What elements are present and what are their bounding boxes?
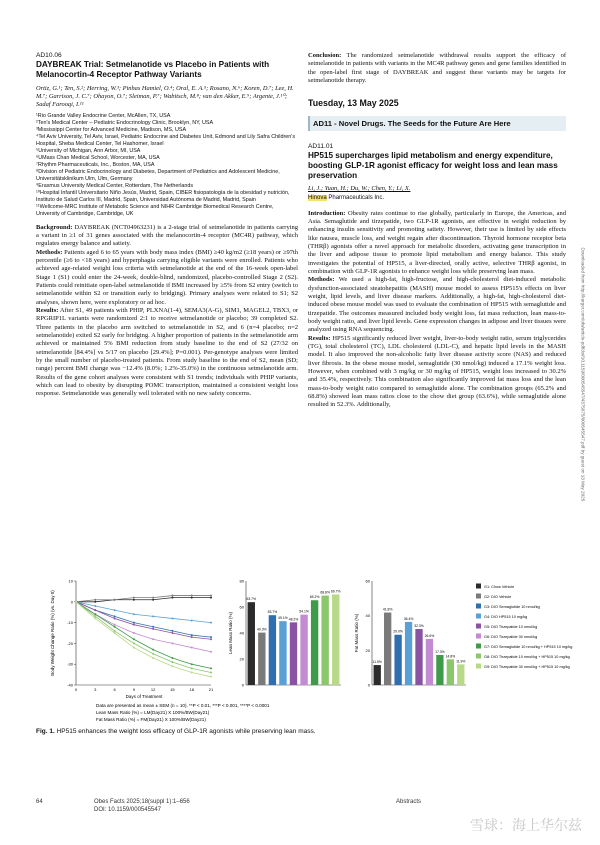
bar — [384, 613, 391, 685]
results-label: Results: — [36, 307, 59, 315]
methods-label: Methods: — [36, 248, 63, 256]
y-tick-label: 20 — [239, 656, 244, 662]
data-point — [171, 595, 173, 597]
legend-label: G9: DIO Tirzepatide 30 nmol/kg + HP515 10 mg/kg — [484, 665, 570, 669]
results-label: Results: — [308, 334, 331, 342]
legend-label: G2: DIO Vehicle — [484, 595, 512, 599]
x-tick-label: 12 — [150, 687, 156, 692]
x-tick-label: 3 — [94, 687, 97, 692]
data-point — [133, 597, 135, 599]
figure-caption — [36, 728, 316, 735]
legend-swatch — [476, 624, 481, 629]
data-point — [171, 630, 173, 632]
data-point — [133, 624, 135, 626]
session-date: Tuesday, 13 May 2025 — [308, 98, 399, 109]
data-point — [171, 665, 173, 667]
data-point — [152, 649, 154, 651]
data-label: 65.2% — [309, 595, 320, 600]
data-point — [191, 663, 193, 665]
conclusion-label: Conclusion: — [308, 52, 342, 59]
data-point — [114, 609, 116, 611]
data-point — [114, 615, 116, 617]
abstract-title: HP515 supercharges lipid metabolism and energy expenditure, boosting GLP-1R agonist efficacy for weight loss and lean mass preservation — [308, 151, 558, 181]
data-point — [171, 642, 173, 644]
bar — [258, 633, 265, 685]
data-point — [133, 638, 135, 640]
affiliation: ⁶UMass Chan Medical School, Worcester, MA, USA — [36, 154, 160, 161]
page-number: 64 — [36, 799, 43, 805]
x-tick-label: 18 — [189, 687, 194, 692]
legend-label: G7: DIO Semaglutide 10 nmol/kg + HP515 10 mg/kg — [484, 645, 573, 649]
data-point — [152, 615, 154, 617]
data-point — [114, 630, 116, 632]
data-label: 11.9% — [456, 659, 466, 664]
right-column — [308, 52, 566, 410]
data-point — [133, 642, 135, 644]
legend-swatch — [476, 634, 481, 639]
data-point — [191, 667, 193, 669]
y-tick-label: -40 — [67, 682, 73, 688]
data-label: 11.5% — [372, 660, 382, 665]
abstract-code: AD11.01 — [308, 143, 334, 151]
data-point — [191, 620, 193, 622]
y-tick-label: 60 — [365, 578, 370, 584]
data-label: 49.1% — [278, 616, 288, 621]
data-point — [152, 638, 154, 640]
data-label: 36.4% — [403, 616, 414, 621]
bar — [300, 615, 307, 685]
figure-note: Fat Mass Ratio (%) = FM(Day21) X 100%/BW(Day21) — [96, 717, 206, 722]
section-name: Abstracts — [396, 799, 422, 805]
data-point — [94, 613, 96, 615]
body-weight-line-chart — [50, 579, 214, 700]
legend-label: G5: DIO Tirzepatide 10 nmol/kg — [484, 625, 538, 629]
data-point — [152, 599, 154, 601]
methods-paragraph — [36, 249, 298, 307]
x-tick-label: 6 — [113, 687, 116, 692]
affiliation: ⁵University of Michigan, Ann Arbor, MI, USA — [36, 147, 141, 154]
intro-paragraph — [308, 210, 566, 277]
y-tick-label: 40 — [365, 613, 370, 619]
doi: DOI: 10.1159/000545547 — [94, 807, 161, 813]
author-list: Ortiz, G.¹; Ten, S.²; Herring, W.³; Pinhas Hamiel, O.⁴; Oral, E. A.⁵; Rosano, N.⁶; Koren, D.⁷; Lee, H. M.⁷; Garrison, J. C.⁷; Ohayon, O.⁷; Sleiman, P.⁷; Wabitsch, M.⁸; van den Akker, E.⁹; Argente, J.¹⁰; Sadaf Farooqi, I.¹¹ — [36, 85, 294, 109]
data-point — [191, 595, 193, 597]
data-point — [94, 601, 96, 603]
y-tick-label: 20 — [365, 647, 370, 653]
y-axis-label: Body Weight Change Ratio (%) (vs. Day 0) — [50, 590, 55, 676]
data-point — [171, 632, 173, 634]
bar — [321, 596, 328, 685]
legend-label: G8: DIO Tirzepatide 10 nmol/kg + HP515 10 mg/kg — [484, 655, 570, 659]
data-label: 17.3% — [435, 650, 445, 655]
legend-label: G3: DIO Semaglutide 10 nmol/kg — [484, 605, 540, 609]
data-point — [210, 595, 212, 597]
data-point — [191, 672, 193, 674]
caption-label: Fig. 1. — [36, 728, 55, 735]
legend-swatch — [476, 654, 481, 659]
background-paragraph — [36, 224, 298, 249]
methods-label: Methods: — [308, 276, 335, 284]
data-point — [191, 597, 193, 599]
data-label: 68.8% — [320, 590, 330, 595]
data-point — [191, 634, 193, 636]
affiliation: ¹⁰Hospital Infantil Universitario Niño Jesús, Madrid, Spain, CIBER fisiopatología de la obesidad y nutrición, Instituto de Salud Carlos III, Madrid, Spain, Universidad Autónoma de Madrid, Madrid, Spain — [36, 189, 290, 203]
abstract-code: AD10.06 — [36, 52, 62, 59]
y-tick-label: 10 — [68, 578, 73, 584]
legend-label: G1: Chow Vehicle — [484, 585, 515, 589]
data-point — [152, 653, 154, 655]
y-tick-label: 60 — [239, 604, 244, 610]
data-point — [171, 661, 173, 663]
data-label: 29.0% — [393, 629, 403, 634]
bar — [290, 622, 297, 685]
data-point — [210, 622, 212, 624]
caption-text: HP515 enhances the weight loss efficacy of GLP-1R agonists while preserving lean mass. — [56, 728, 316, 735]
data-point — [75, 601, 77, 603]
data-point — [133, 613, 135, 615]
legend-swatch — [476, 644, 481, 649]
legend-label: G6: DIO Tirzepatide 30 nmol/kg — [484, 635, 538, 639]
lean-mass-bar-chart — [228, 579, 341, 688]
data-point — [133, 622, 135, 624]
x-tick-label: 9 — [132, 687, 135, 692]
bar — [374, 665, 381, 685]
bar — [311, 600, 318, 685]
affiliation: ⁴Tel Aviv University, Tel Aviv, Israel, Pediatric Endocrine and Diabetes Unit, Edmond and Lily Safra Children's Hospital, Sheba Medical Center, Tel Hashomer, Israel — [36, 133, 296, 147]
figure-1 — [36, 573, 573, 723]
legend-label: G4: DIO HP515 10 mg/kg — [484, 615, 528, 619]
intro-text: Obesity rates continue to rise globally, particularly in Europe, the Americas, and Asia. Semaglutide and tirzepatide, two GLP-1R agonists, are effective in weight reduction by enhancing insulin sensitivity and promoting satiety. However, their use is limited by side effects like nausea, muscle loss, and weight regain after discontinuation. Thyroid hormone receptor beta (THRβ) agonists offer a novel approach for metabolic disorders, activating gene transcription in the liver and adipose tissue to promote lipid metabolism and energy balance. This study investigates the potential of HP515, a liver-directed, orally active, selective THRβ agonist, in combination with GLP-1R agonists to enhance weight loss while preserving lean mass. — [308, 209, 566, 275]
data-label: 26.6% — [424, 633, 435, 638]
data-point — [94, 605, 96, 607]
methods-paragraph — [308, 276, 566, 334]
data-point — [152, 597, 154, 599]
data-point — [210, 667, 212, 669]
figure-legend — [476, 584, 572, 670]
data-label: 40.3% — [257, 627, 267, 632]
results-paragraph — [308, 335, 566, 410]
affiliation: ⁹Erasmus University Medical Center, Rotterdam, The Netherlands — [36, 182, 194, 189]
data-label: 53.7% — [267, 610, 278, 615]
data-point — [133, 599, 135, 601]
bar — [457, 664, 464, 685]
data-point — [152, 657, 154, 659]
affiliation: ⁷Rhythm Pharmaceuticals, Inc., Boston, MA, USA — [36, 161, 155, 168]
download-note — [578, 247, 588, 590]
data-label: 14.8% — [445, 654, 456, 659]
y-tick-label: -30 — [67, 661, 73, 667]
data-point — [171, 657, 173, 659]
data-point — [114, 599, 116, 601]
bar — [269, 615, 276, 685]
data-point — [191, 647, 193, 649]
highlighted-text: Hinova — [308, 194, 327, 201]
data-label: 69.7% — [330, 589, 341, 594]
data-point — [94, 617, 96, 619]
conclusion-paragraph — [308, 52, 566, 85]
bar — [405, 622, 412, 685]
data-point — [133, 647, 135, 649]
data-point — [210, 597, 212, 599]
methods-text: We used a high-fat, high-fructose, and high-cholesterol diet-induced metabolic dysfunction-associated steatohepatitis (MASH) mouse model to assess HP515's effects on liver weight, lipid levels, and liver disease markers. Additionally, a high-fat, high-cholesterol diet-induced obese mouse model was used to evaluate the combination of HP515 with semaglutide and tirzepatide. The outcomes measured included body weight loss, fat mass reduction, lean mass-to-body weight ratio, and liver lipid levels. Gene expression changes in adipose and liver tissues were analyzed using RNA sequencing. — [308, 276, 566, 334]
data-label: 32.3% — [414, 624, 424, 629]
data-point — [114, 624, 116, 626]
affiliation: ⁸Division of Pediatric Endocrinology and Diabetes, Department of Pediatrics and Adolescent Medicine, Universitätsklinikum Ulm, Ulm, Germany — [36, 168, 280, 182]
left-column — [36, 52, 298, 399]
data-label: 41.8% — [382, 607, 393, 612]
data-point — [114, 617, 116, 619]
data-point — [210, 651, 212, 653]
abstract-body — [308, 210, 566, 410]
data-point — [94, 609, 96, 611]
x-tick-label: 15 — [170, 687, 175, 692]
author-names: Li, J.; Yuan, H.; Du, W.; Chen, Y.; Li, X. — [308, 185, 411, 193]
data-point — [94, 599, 96, 601]
data-point — [210, 676, 212, 678]
bar — [447, 659, 454, 685]
bar — [332, 594, 339, 685]
affiliation-rest: Pharmaceuticals Inc. — [326, 194, 385, 201]
affiliation: ¹Rio Grande Valley Endocrine Center, McAllen, TX, USA — [36, 112, 171, 119]
background-text: DAYBREAK (NCT04963231) is a 2-stage trial of setmelanotide in patients carrying a variant in ≥1 of 31 genes associated with the melanocortin-4 receptor (MC4R) pathway, which regulates energy balance and satiety. — [36, 223, 299, 248]
bar — [279, 621, 286, 685]
figure-svg — [36, 573, 573, 723]
results-text: After S1, 49 patients with PHIP, PLXNA(1-4), SEMA3(A-G), SIM1, MAGEL2, TBX3, or RPGRIP1L variants were randomized 2:1 to receive setmelanotide or placebo; 39 completed S2. Three patients in the placebo arm switched to setmelanotide in S2, and 6 (n=4 placebo; n=2 setmelanotide) exited S2 early for bridging. A higher proportion of patients in the setmelanotide arm achieved or maintained 5% BMI reduction from study baseline to the end of S2 (27/32 on setmelanotide [84.4%] vs 5/17 on placebo [29.4%]; P=0.001). Per-genotype analyses were limited by the small number of placebo-treated patients. From study baseline to the end of S2, mean (SD; range) percent BMI change was −12.4% (8.0%; 1.2%-35.0%) in the continuous setmelanotide arm. Results of the gene cohort analyses were consistent with S1 trends; individuals with PHIP variants, which can lead to obesity by disrupting POMC transcription, maintained a consistent weight loss response. Setmelanotide was generally well tolerated with no new safety concerns. — [36, 307, 298, 398]
x-tick-label: 21 — [208, 687, 214, 692]
figure-note: Data are presented as mean ± SEM (n = 10). **P < 0.01, ***P < 0.001, ****P < 0.0001 — [96, 703, 270, 708]
intro-label: Introduction: — [308, 209, 346, 217]
data-point — [210, 638, 212, 640]
affiliation — [308, 195, 566, 202]
series-line — [76, 596, 211, 602]
results-paragraph — [36, 307, 298, 399]
x-axis-label: Days of Treatment — [125, 694, 163, 699]
y-tick-label: 80 — [239, 578, 244, 584]
results-text: HP515 significantly reduced liver weight, liver-to-body weight ratio, serum triglycerides (TG), total cholesterol (TC), LDL cholesterol (LDL-C), and hepatic lipid levels in the MASH model. It also improved the non-alcoholic fatty liver disease activity score (NAS) and reduced liver fibrosis. In the obese mouse model, semaglutide (30 nmol/kg) induced a 17.1% weight loss. However, when combined with 3 mg/kg or 30 mg/kg of HP515, weight loss increased to 30.2% and 35.4%, respectively. This combination also significantly improved fat mass loss and the lean mass-to-body weight ratio compared to semaglutide alone. The combination groups (65.2% and 68.8%) showed lean mass ratios close to the chow diet group (63.6%), while semaglutide alone resulted in 52.3%. Additionally, — [308, 334, 566, 409]
background-label: Background: — [36, 223, 73, 231]
y-tick-label: 0 — [70, 599, 73, 605]
conclusion-text: The randomized setmelanotide withdrawal results support the efficacy of setmelanotide in patients with variants in the MC4R pathway genes and gene families identified in the open-label first stage of DAYBREAK and suggest these variants may be targets for setmelanotide therapy. — [308, 52, 566, 85]
affiliation: ³Mississippi Center for Advanced Medicine, Madison, MS, USA — [36, 126, 187, 133]
data-point — [94, 615, 96, 617]
data-label: 48.2% — [288, 617, 299, 622]
data-point — [171, 597, 173, 599]
y-tick-label: 40 — [239, 630, 244, 636]
data-label: 63.7% — [246, 597, 257, 602]
affiliation: ¹¹Wellcome-MRC Institute of Metabolic Science and NIHR Cambridge Biomedical Research Centre, University of Cambridge, Cambridge, UK — [36, 203, 274, 217]
data-point — [191, 636, 193, 638]
methods-text: Patients aged 6 to 65 years with body mass index (BMI) ≥40 kg/m2 (≥18 years) or ≥97th percentile (≥6 to <18 years) and hyperphagia carrying eligible variants were enrolled. Patients who achieved age-related weight loss criteria with setmelanotide at the end of the 16-week open-label Stage 1 (S1) could enter the 24-week, double-blind, randomized, placebo-controlled Stage 2 (S2). Patients could reinitiate open-label setmelanotide if BMI increased by ≥5% from S2 entry (switch to setmelanotide within S2 or transition early to bridging). Primary analyses were related to S1; S2 analyses, shown here, were exploratory or ad hoc. — [36, 248, 299, 306]
bar — [436, 655, 443, 685]
data-label: 54.1% — [299, 609, 309, 614]
series-line — [76, 602, 211, 677]
y-tick-label: -20 — [67, 640, 73, 646]
legend-swatch — [476, 614, 481, 619]
x-tick-label: 0 — [74, 687, 78, 692]
bar — [248, 602, 255, 685]
legend-swatch — [476, 594, 481, 599]
y-tick-label: 0 — [367, 682, 370, 688]
bar — [426, 639, 433, 685]
abstract-title: DAYBREAK Trial: Setmelanotide vs Placebo in Patients with Melanocortin-4 Receptor Pathway Variants — [36, 60, 270, 79]
y-axis-label: Lean Mass Ratio (%) — [228, 611, 233, 655]
legend-swatch — [476, 664, 481, 669]
legend-swatch — [476, 604, 481, 609]
y-tick-label: 0 — [241, 682, 244, 688]
affiliation: ²Ten's Medical Center – Pediatric Endocrinology Clinic, Brooklyn, NY, USA — [36, 119, 214, 126]
data-point — [152, 626, 154, 628]
abstract-body — [36, 224, 298, 399]
affiliation-list — [36, 113, 298, 218]
watermark: 雪球：海上华尔兹 — [470, 818, 582, 834]
data-point — [114, 626, 116, 628]
fat-mass-bar-chart — [354, 579, 466, 688]
data-point — [171, 617, 173, 619]
data-point — [210, 636, 212, 638]
data-point — [152, 628, 154, 630]
download-note-text: Downloaded from http://karger.com/ofa/article-pdf/doi/10.1159/000545547/4375075/000545547.pdf by guest on 13 May 2025 — [580, 247, 586, 502]
data-point — [210, 672, 212, 674]
journal-citation: Obes Facts 2025;18(suppl 1):1–656 — [94, 799, 190, 805]
y-axis-label: Fat Mass Ratio (%) — [354, 613, 359, 653]
legend-swatch — [476, 584, 481, 589]
data-point — [133, 632, 135, 634]
author-list — [308, 185, 566, 193]
data-point — [114, 632, 116, 634]
bar — [415, 629, 422, 685]
bar — [394, 635, 401, 685]
y-tick-label: -10 — [67, 620, 73, 626]
figure-note: Lean Mass Ratio (%) = LM(Day21) X 100%/BW(Day21) — [96, 710, 210, 715]
conclusion-block — [308, 52, 566, 85]
session-title-bar: AD11 - Novel Drugs. The Seeds for the Future Are Here — [308, 116, 566, 131]
